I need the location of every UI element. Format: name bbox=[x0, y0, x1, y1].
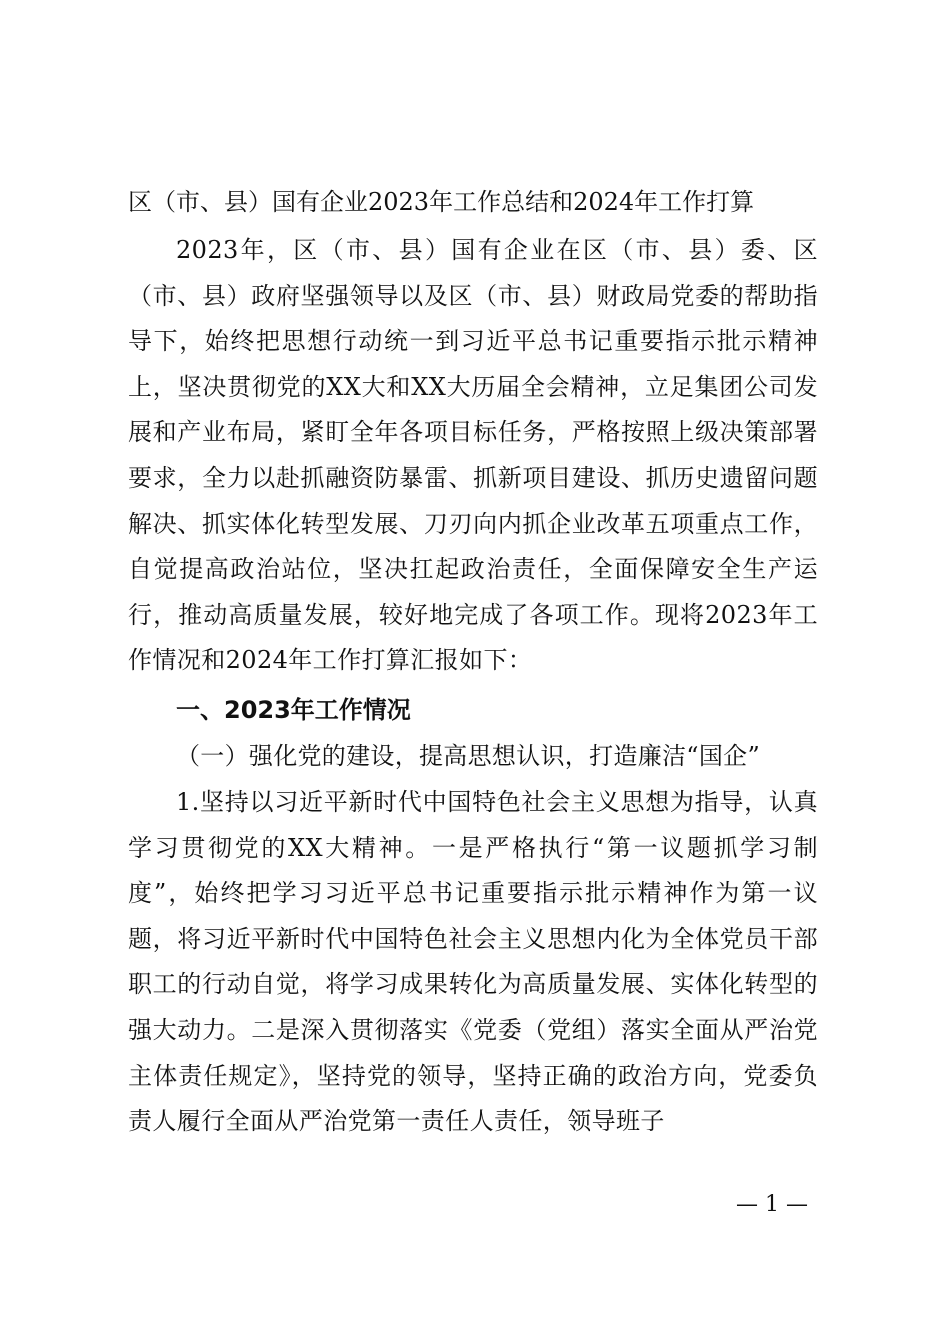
intro-paragraph: 2023年，区（市、县）国有企业在区（市、县）委、区（市、县）政府坚强领导以及区（市、县）财政局党委的帮助指导下，始终把思想行动统一到习近平总书记重要指示批示精神上，坚决贯彻党的XX大和XX大历届全会精神，立足集团公司发展和产业布局，紧盯全年各项目标任务，严格按照上级决策部署要求，全力以赴抓融资防暴雷、抓新项目建设、抓历史遗留问题解决、抓实体化转型发展、刀刃向内抓企业改革五项重点工作，自觉提高政治站位，坚决扛起政治责任，全面保障安全生产运行，推动高质量发展，较好地完成了各项工作。现将2023年工作情况和2024年工作打算汇报如下： bbox=[128, 236, 818, 675]
item-paragraph: 1.坚持以习近平新时代中国特色社会主义思想为指导，认真学习贯彻党的XX大精神。一是严格执行“第一议题抓学习制度”，始终把学习习近平总书记重要指示批示精神作为第一议题，将习近平新时代中国特色社会主义思想内化为全体党员干部职工的行动自觉，将学习成果转化为高质量发展、实体化转型的强大动力。二是深入贯彻落实《党委（党组）落实全面从严治党主体责任规定》，坚持党的领导，坚持正确的政治方向，党委负责人履行全面从严治党第一责任人责任，领导班子 bbox=[128, 788, 818, 1136]
section-heading: 一、2023年工作情况 bbox=[176, 696, 411, 724]
page-number: — 1 — bbox=[736, 1192, 808, 1217]
document-title: 区（市、县）国有企业2023年工作总结和2024年工作打算 bbox=[128, 188, 755, 216]
subsection-heading: （一）强化党的建设，提高思想认识，打造廉洁“国企” bbox=[176, 742, 761, 770]
